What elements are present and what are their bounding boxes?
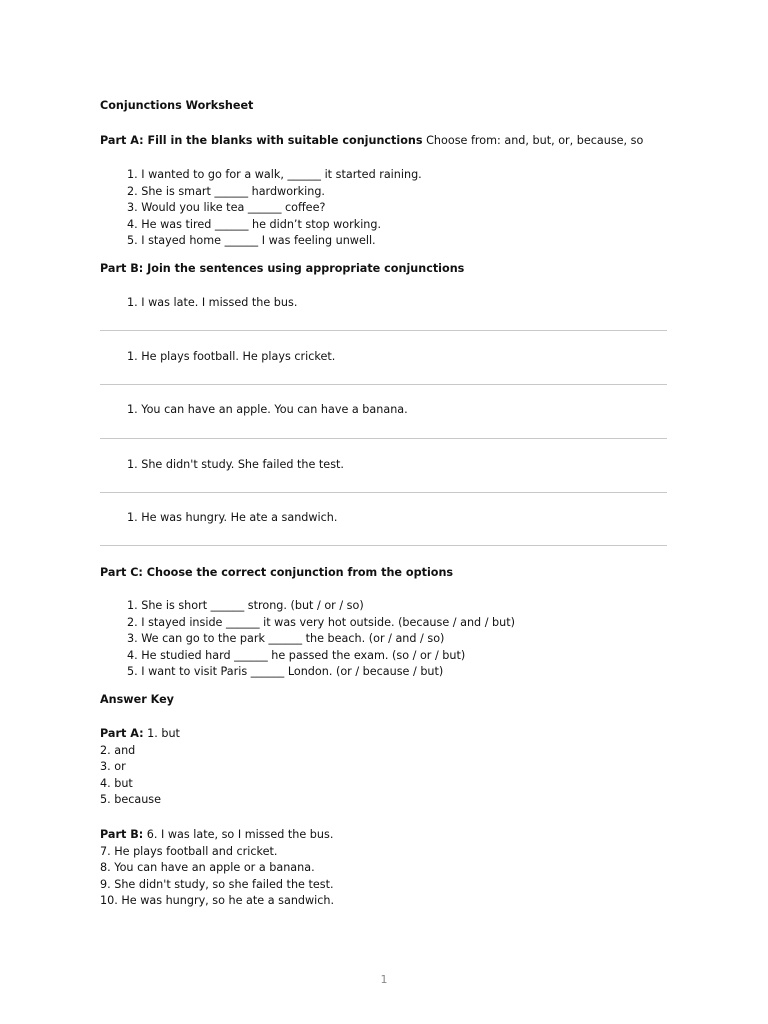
list-item: 1. I wanted to go for a walk, ______ it started raining. [127, 168, 422, 181]
answer-line-text: 2. and [100, 743, 136, 757]
answer-key-heading: Answer Key [100, 693, 174, 706]
answer-line-text: 7. He plays football and cricket. [100, 844, 278, 858]
part-a-label: Part A: [100, 727, 144, 740]
answer-line-text: Part B: 6. I was late, so I missed the bus. [100, 828, 334, 841]
part-b-item: 1. He plays football. He plays cricket. [127, 350, 336, 363]
answer-line-text: 8. You can have an apple or a banana. [100, 861, 315, 874]
part-a-heading-line [100, 133, 643, 150]
part-a-list [100, 167, 422, 250]
part-a-heading: Part A: Fill in the blanks with suitable conjunctions [100, 134, 423, 147]
part-a-instruction: Choose from: and, but, or, because, so [426, 134, 644, 147]
part-c-list [100, 598, 515, 681]
answer-line-text: 5. because [100, 793, 162, 806]
answer-line-text: 3. or [100, 760, 126, 773]
list-item: 3. We can go to the park ______ the beach. (or / and / so) [127, 632, 445, 645]
answer-line [100, 545, 667, 546]
page-number: 1 [380, 973, 388, 986]
list-item: 2. I stayed inside ______ it was very hot outside. (because / and / but) [127, 615, 515, 629]
list-item: 5. I stayed home ______ I was feeling unwell. [127, 234, 376, 247]
part-b-heading: Part B: Join the sentences using appropriate conjunctions [100, 262, 465, 275]
answer-line-text: 4. but [100, 776, 133, 790]
answer-key-part-a [100, 726, 180, 809]
answer-key-part-b [100, 827, 334, 910]
part-c-heading: Part C: Choose the correct conjunction from the options [100, 566, 454, 579]
part-b-item: 1. I was late. I missed the bus. [127, 296, 298, 309]
part-b-item: 1. He was hungry. He ate a sandwich. [127, 511, 338, 524]
list-item: 5. I want to visit Paris ______ London. (or / because / but) [127, 665, 444, 678]
answer-line-text: 9. She didn't study, so she failed the test. [100, 877, 334, 891]
list-item: 3. Would you like tea ______ coffee? [127, 201, 326, 214]
list-item: 4. He was tired ______ he didn’t stop working. [127, 217, 382, 231]
answer-line [100, 492, 667, 493]
answer-line [100, 384, 667, 385]
answer-line-text: Part A: 1. but [100, 727, 180, 740]
part-b-item: 1. You can have an apple. You can have a banana. [127, 403, 408, 416]
answer-line [100, 330, 667, 331]
list-item: 2. She is smart ______ hardworking. [127, 184, 325, 198]
part-b-label: Part B: [100, 828, 144, 841]
worksheet-title: Conjunctions Worksheet [100, 99, 254, 112]
part-b-item: 1. She didn't study. She failed the test. [127, 458, 344, 471]
list-item: 4. He studied hard ______ he passed the exam. (so / or / but) [127, 648, 466, 662]
list-item: 1. She is short ______ strong. (but / or / so) [127, 599, 364, 612]
answer-line [100, 438, 667, 439]
answer-line-text: 10. He was hungry, so he ate a sandwich. [100, 894, 335, 907]
